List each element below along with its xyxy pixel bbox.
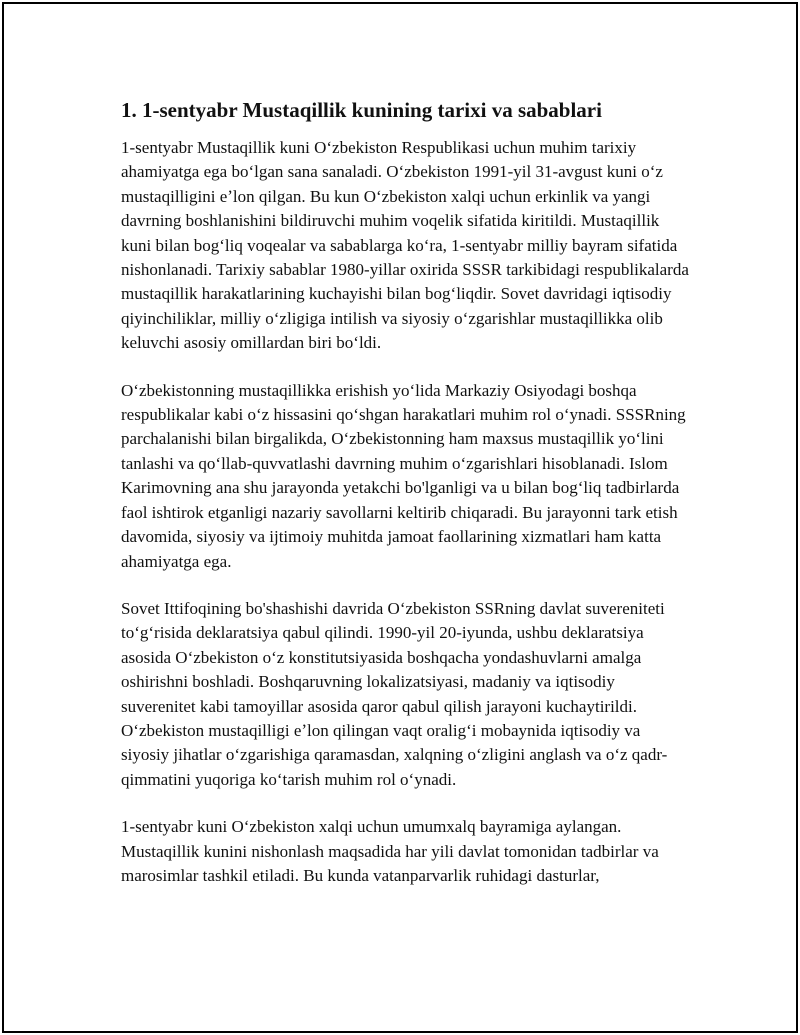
paragraph-4: 1-sentyabr kuni Oʻzbekiston xalqi uchun umumxalq bayramiga aylangan. Mustaqillik kunini nishonlash maqsadida har yili davlat tomonidan tadbirlar va marosimlar tashkil etiladi. Bu kunda vatanparvarlik ruhidagi dasturlar, <box>121 817 659 885</box>
section-heading: 1. 1-sentyabr Mustaqillik kunining tarixi va sabablari <box>121 98 602 122</box>
paragraph-1: 1-sentyabr Mustaqillik kuni Oʻzbekiston Respublikasi uchun muhim tarixiy ahamiyatga ega boʻlgan sana sanaladi. Oʻzbekiston 1991-yil 31-avgust kuni oʻz mustaqilligini eʼlon qilgan. Bu kun Oʻzbekiston xalqi uchun erkinlik va yangi davrning boshlanishini bildiruvchi muhim voqelik sifatida kiritildi. Mustaqillik kuni bilan bogʻliq voqealar va sabablarga koʻra, 1-sentyabr milliy bayram sifatida nishonlanadi. Tarixiy sabablar 1980-yillar oxirida SSSR tarkibidagi respublikalarda mustaqillik harakatlarining kuchayishi bilan bogʻliqdir. Sovet davridagi iqtisodiy qiyinchiliklar, milliy oʻzligiga intilish va siyosiy oʻzgarishlar mustaqillikka olib keluvchi asosiy omillardan biri boʻldi. <box>121 138 689 353</box>
paragraph-3: Sovet Ittifoqining bo'shashishi davrida Oʻzbekiston SSRning davlat suvereniteti toʻgʻrisida deklaratsiya qabul qilindi. 1990-yil 20-iyunda, ushbu deklaratsiya asosida Oʻzbekiston oʻz konstitutsiyasida boshqacha yondashuvlarni amalga oshirishni boshladi. Boshqaruvning lokalizatsiyasi, madaniy va iqtisodiy suverenitet kabi tamoyillar asosida qaror qabul qilish jarayoni kuchaytirildi. Oʻzbekiston mustaqilligi eʼlon qilingan vaqt oraligʻi mobaynida iqtisodiy va siyosiy jihatlar oʻzgarishiga qaramasdan, xalqning oʻzligini anglash va oʻz qadr-qimmatini yuqoriga koʻtarish muhim rol oʻynadi. <box>121 598 668 789</box>
paragraph-2: Oʻzbekistonning mustaqillikka erishish yoʻlida Markaziy Osiyodagi boshqa respublikalar kabi oʻz hissasini qoʻshgan harakatlari muhim rol oʻynadi. SSSRning parchalanishi bilan birgalikda, Oʻzbekistonning ham maxsus mustaqillik yoʻlini tanlashi va qoʻllab-quvvatlashi davrning muhim oʻzgarishlari hisoblanadi. Islom Karimovning ana shu jarayonda yetakchi bo'lganligi va u bilan bogʻliq tadbirlarda faol ishtirok etganligi nazariy savollarni keltirib chiqaradi. Bu jarayonni tark etish davomida, siyosiy va ijtimoiy muhitda jamoat faollarining xizmatlari ham katta ahamiyatga ega. <box>121 380 686 571</box>
page-frame <box>2 2 798 1033</box>
document-body <box>121 96 691 911</box>
